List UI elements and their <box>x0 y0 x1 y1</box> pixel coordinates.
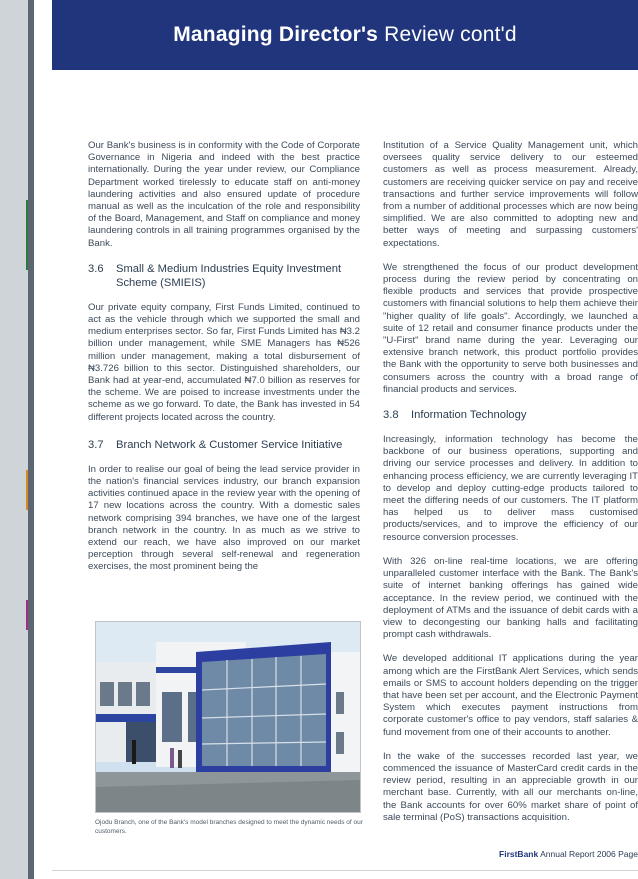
paragraph: We strengthened the focus of our product development process during the review period by concentrating on flexible products and services that provide prospective customers with financial solutions to help them achieve their "higher quality of life goals". Accordingly, we launched a suite of 12 retail and consumer finance products under the "U-First" brand name during the year. Leveraging our extensive branch network, this product portfolio provides the Bank with the opportunity to serve both businesses and consumers across the country with a broad range of financial products and services. <box>383 261 638 395</box>
paragraph: Our Bank's business is in conformity with the Code of Corporate Governance in Nigeria and indeed with the best practice internationally. During the year under review, our Compliance Department worked tirelessly to educate staff on anti-money laundering activities and also ensured update of procedure manual as well as the inculcation of the role and responsibility of the Board, Management, and Staff on compliance and money laundering controls in all training programmes organised by the Bank. <box>88 140 360 249</box>
title-bold: Managing Director's <box>173 23 379 46</box>
page-title <box>173 23 517 47</box>
section-title: Small & Medium Industries Equity Investment Scheme (SMIEIS) <box>116 262 342 289</box>
section-title: Branch Network & Customer Service Initiative <box>116 438 343 451</box>
footer-page-label: Page <box>618 849 638 859</box>
page-header <box>52 0 638 70</box>
paragraph: We developed additional IT applications during the year among which are the FirstBank Alert Services, which sends emails or SMS to account holders depending on the trigger that have been set per account, and the Electronic Payment System which executes payment instructions from corporate customer's office to pay vendors, staff salaries & fund movement from one of their accounts to another. <box>383 653 638 738</box>
section-heading-3-8 <box>383 408 638 422</box>
right-column <box>383 140 638 836</box>
paragraph: With 326 on-line real-time locations, we are offering unparalleled customer interface with the Bank. The Bank's suite of internet banking offerings has gained wide acceptance. In the review period, we continued with the deployment of ATMs and the issuance of debit cards with a view to decongesting our banking halls and facilitating prompt cash withdrawals. <box>383 555 638 641</box>
page-edge <box>28 0 34 879</box>
paragraph: Our private equity company, First Funds Limited, continued to act as the vehicle through which we supported the small and medium enterprises sector. So far, First Funds Limited has ₦3.2 billion under management, while SME Managers has ₦526 million under management, making a total disbursement of ₦3.726 billion to this sector. Distinguished shareholders, our Bank had at year-end, accumulated ₦7.0 billion as reserves for the scheme. We are poised to increase investments under the scheme as we go forward. To date, the Bank has invested in 54 different projects located across the country. <box>88 301 360 423</box>
section-heading-3-7 <box>88 438 360 452</box>
section-number: 3.6 <box>88 262 104 275</box>
section-title: Information Technology <box>411 409 527 422</box>
paragraph: Institution of a Service Quality Management unit, which oversees quality service delivery to our esteemed customers as well as process measurement. Already, customers are receiving quicker service on pay and receive transactions and further service improvements will follow from a number of additional processes which are now being simplified. We are also committed to adopting new and better ways of meeting and surpassing customers' expectations. <box>383 140 638 249</box>
left-column <box>88 140 360 586</box>
branch-photo <box>95 621 361 813</box>
paragraph: In order to realise our goal of being the lead service provider in the nation's financial services industry, our branch expansion activities continued apace in the review year with the opening of 17 new locations across the country. With a domestic sales network comprising 394 branches, we have one of the largest branch network in the country. In as much as we strive to extend our reach, we have also improved on our market perception through several self-renewal and regeneration exercises, the most prominent being the <box>88 463 360 573</box>
section-number: 3.8 <box>383 409 399 422</box>
footer-brand: FirstBank <box>499 849 539 859</box>
paragraph: Increasingly, information technology has become the backbone of our business operations, supporting and driving our service processes and delivery. In addition to enhancing process efficiency, we are currently leveraging IT to develop and deploy cutting-edge products tailored to meet the differing needs of our customers. The IT platform has helped us to deliver mass customised products/services, and to improve the efficiency of our resource conversion processes. <box>383 434 638 543</box>
paragraph: In the wake of the successes recorded last year, we commenced the issuance of MasterCard credit cards in the review period, resulting in an appreciable growth in our merchant base. Currently, with all our merchants on-line, the Bank accounts for over 60% market share of point of sale terminal (PoS) transactions acquisition. <box>383 750 638 823</box>
binding-strip <box>0 0 34 879</box>
section-number: 3.7 <box>88 438 104 451</box>
branch-building-illustration <box>96 622 360 812</box>
photo-caption: Ojodu Branch, one of the Bank's model branches designed to meet the dynamic needs of our customers. <box>95 819 363 835</box>
section-heading-3-6 <box>88 262 360 290</box>
footer-text: Annual Report 2006 <box>540 849 616 859</box>
title-light: Review cont'd <box>384 23 517 46</box>
page-footer <box>499 849 638 859</box>
footer-rule <box>52 870 638 871</box>
